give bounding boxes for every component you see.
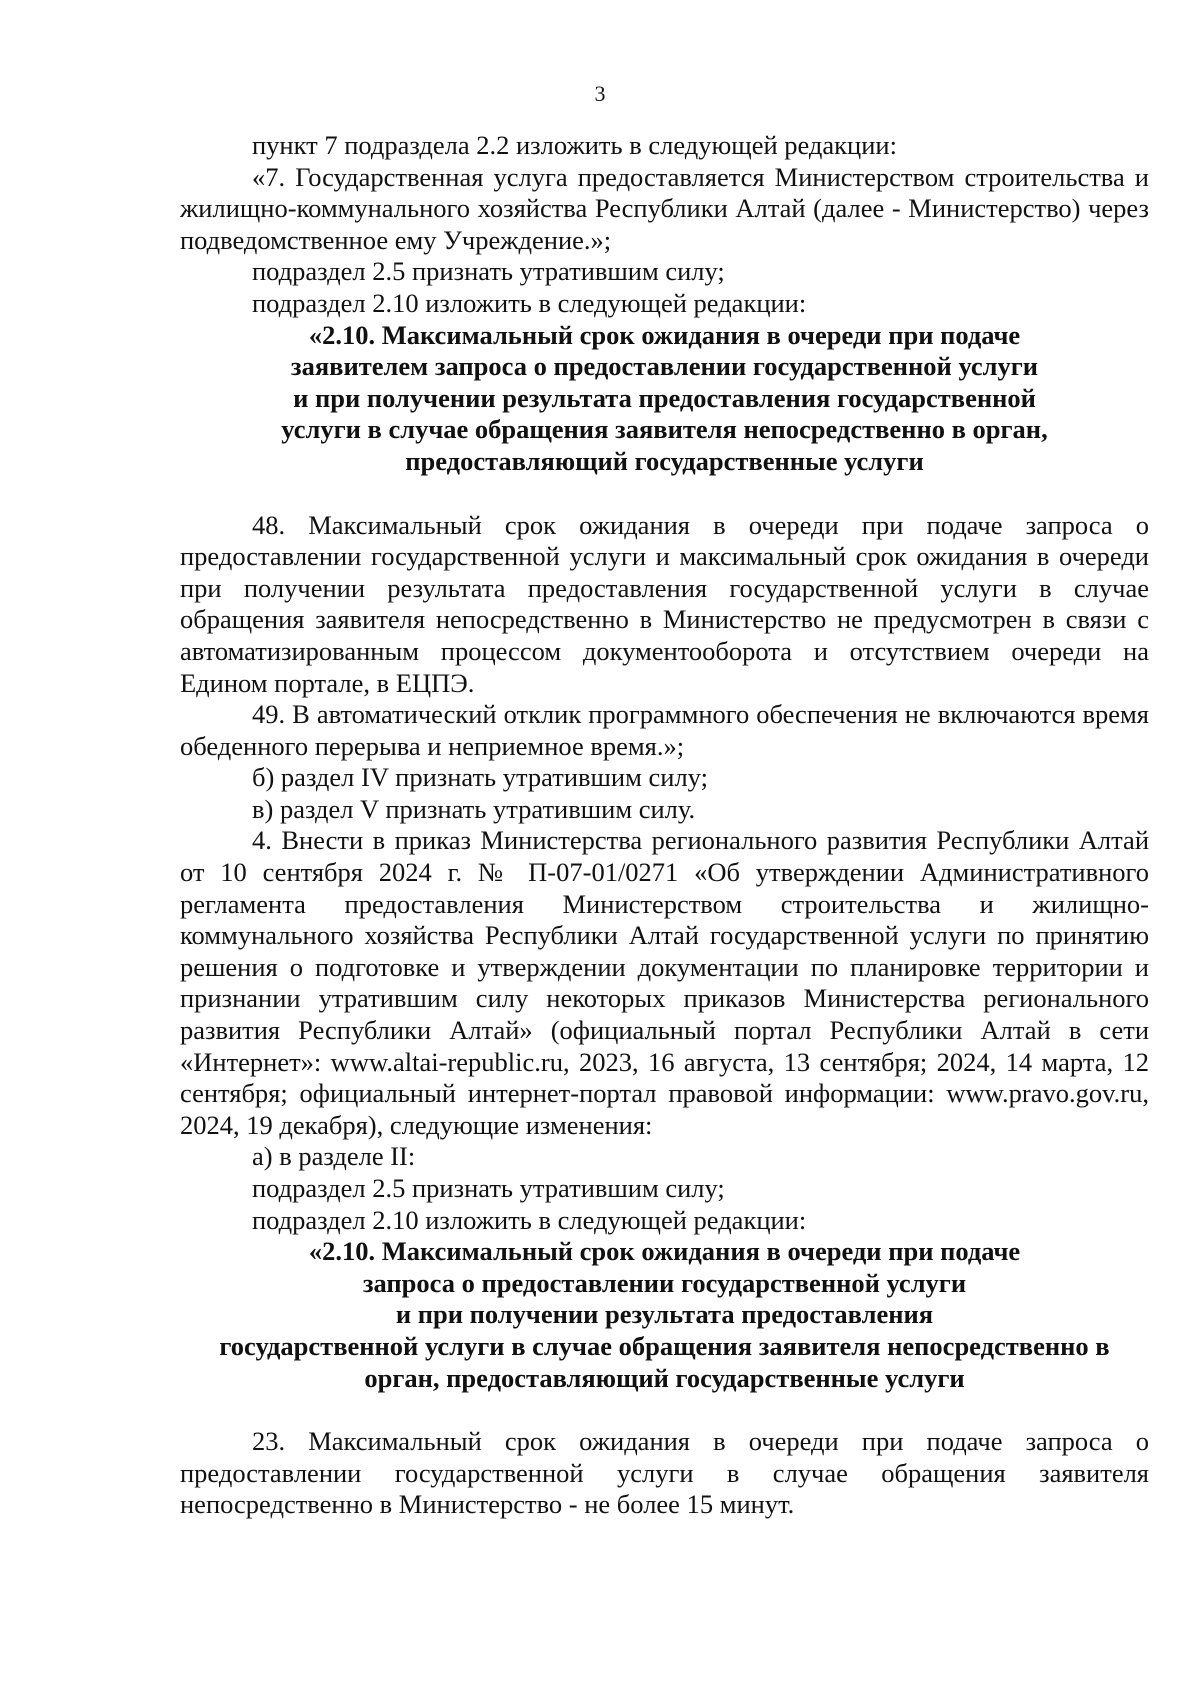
- heading-line: «2.10. Максимальный срок ожидания в очереди при подаче: [308, 319, 1021, 350]
- section-heading-2-10-second: [180, 1236, 1149, 1394]
- paragraph-item-v: в) раздел V признать утратившим силу.: [252, 793, 696, 824]
- heading-line: предоставляющий государственные услуги: [405, 445, 924, 476]
- paragraph: подраздел 2.10 изложить в следующей редакции:: [252, 1204, 807, 1235]
- paragraph-item-48: 48. Максимальный срок ожидания в очереди при подаче запроса о предоставлении государственной услуги и максимальный срок ожидания в очереди при получении результата предоставления государственной услуги в случае обращения заявителя непосредственно в Министерство не предусмотрен в связи с автоматизированным процессом документооборота и отсутствием очереди на Едином портале, в ЕЦПЭ.: [180, 509, 1149, 698]
- paragraph-item-49: 49. В автоматический отклик программного обеспечения не включаются время обеденного перерыва и неприемное время.»;: [180, 699, 1149, 761]
- heading-line: запроса о предоставлении государственной услуги: [362, 1267, 967, 1298]
- heading-line: заявителем запроса о предоставлении государственной услуги: [290, 351, 1039, 382]
- spacer: [180, 1394, 1149, 1426]
- paragraph-item-b: б) раздел IV признать утратившим силу;: [252, 762, 708, 793]
- page-number: 3: [594, 81, 606, 106]
- paragraph-item-23: 23. Максимальный срок ожидания в очереди при подаче запроса о предоставлении государственной услуги в случае обращения заявителя непосредственно в Министерство - не более 15 минут.: [180, 1426, 1149, 1520]
- paragraph: подраздел 2.10 изложить в следующей редакции:: [252, 287, 807, 318]
- heading-line: орган, предоставляющий государственные услуги: [364, 1362, 965, 1393]
- heading-line: «2.10. Максимальный срок ожидания в очереди при подаче: [308, 1236, 1021, 1267]
- paragraph-item-a: а) в разделе II:: [252, 1141, 416, 1172]
- paragraph-item-4: 4. Внести в приказ Министерства регионального развития Республики Алтай от 10 сентября 2024 г. № П-07-01/0271 «Об утверждении Административного регламента предоставления Министерством строительства и жилищно-коммунального хозяйства Республики Алтай государственной услуги по принятию решения о подготовке и утверждении документации по планировке территории и признании утратившим силу некоторых приказов Министерства регионального развития Республики Алтай» (официальный портал Республики Алтай в сети «Интернет»: www.altai-republic.ru, 2023, 16 августа, 13 сентября; 2024, 14 марта, 12 сентября; официальный интернет-портал правовой информации: www.pravo.gov.ru, 2024, 19 декабря), следующие изменения:: [180, 825, 1149, 1140]
- heading-line: и при получении результата предоставления государственной: [293, 382, 1036, 413]
- section-heading-2-10: [180, 320, 1149, 478]
- document-body: [180, 130, 1149, 1521]
- heading-line: и при получении результата предоставления: [395, 1299, 934, 1330]
- heading-line: услуги в случае обращения заявителя непосредственно в орган,: [281, 414, 1048, 445]
- heading-line: государственной услуги в случае обращения заявителя непосредственно в: [219, 1330, 1110, 1361]
- paragraph: пункт 7 подраздела 2.2 изложить в следующей редакции:: [252, 130, 897, 160]
- paragraph: подраздел 2.5 признать утратившим силу;: [252, 256, 725, 287]
- paragraph-item-7: «7. Государственная услуга предоставляется Министерством строительства и жилищно-коммунального хозяйства Республики Алтай (далее - Министерство) через подведомственное ему Учреждение.»;: [180, 161, 1149, 255]
- paragraph: подраздел 2.5 признать утратившим силу;: [252, 1173, 725, 1203]
- spacer: [180, 478, 1149, 510]
